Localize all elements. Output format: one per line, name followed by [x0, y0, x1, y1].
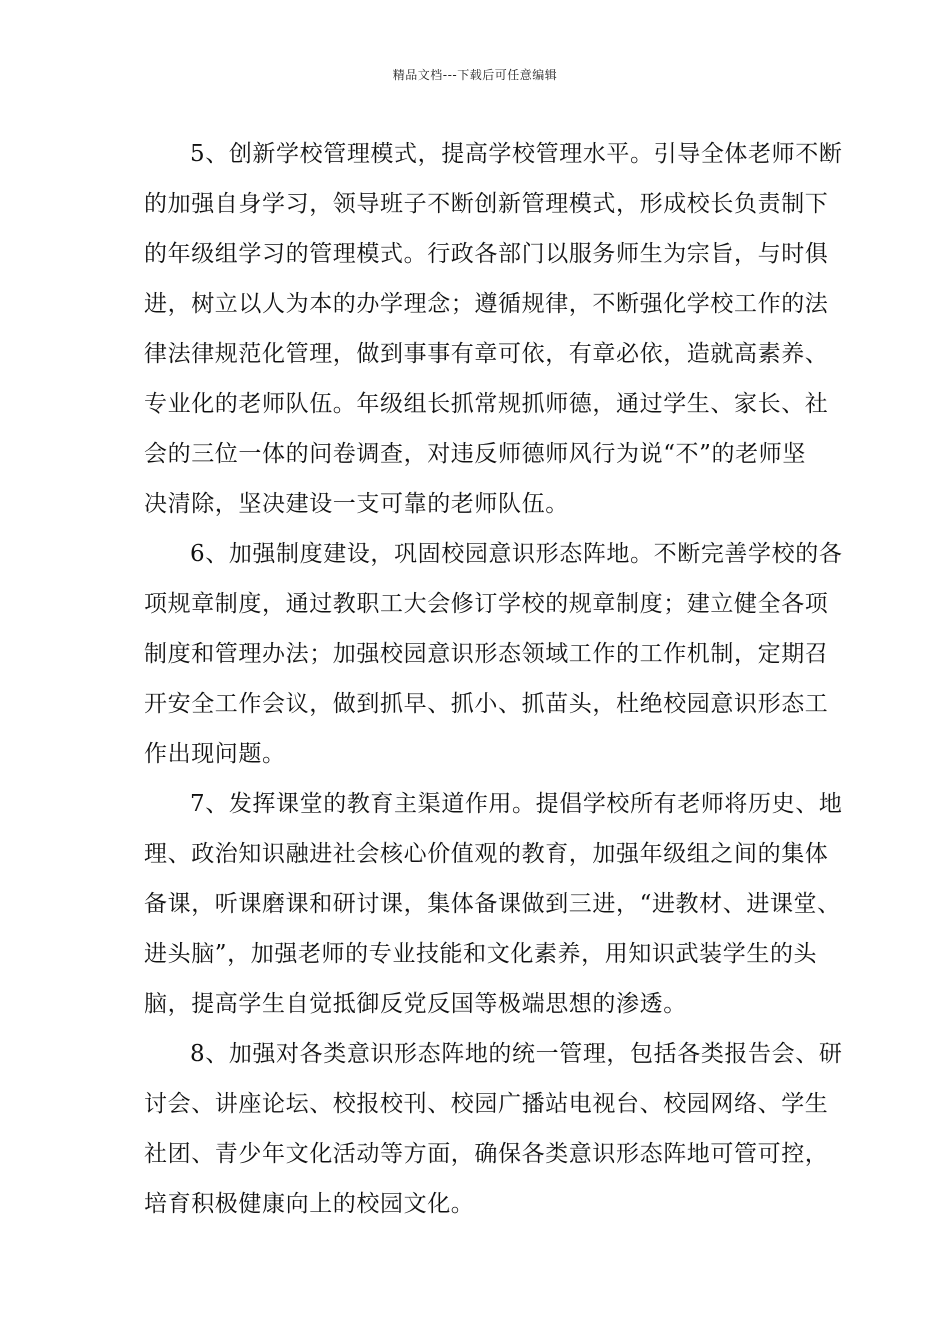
- paragraph-line: 备课，听课磨课和研讨课，集体备课做到三进，“进教材、进课堂、: [144, 891, 841, 917]
- paragraph-line: 进，树立以人为本的办学理念；遵循规律，不断强化学校工作的法: [144, 291, 829, 317]
- paragraph-line: 6、加强制度建设，巩固校园意识形态阵地。不断完善学校的各: [190, 541, 843, 567]
- paragraph-line: 会的三位一体的问卷调查，对违反师德师风行为说“不”的老师坚: [144, 441, 806, 467]
- page-header: 精品文档---下载后可任意编辑: [392, 68, 558, 82]
- paragraph-line: 理、政治知识融进社会核心价值观的教育，加强年级组之间的集体: [144, 841, 829, 867]
- paragraph-line: 进头脑”，加强老师的专业技能和文化素养，用知识武装学生的头: [144, 941, 818, 967]
- paragraph-item-7: [144, 779, 843, 1029]
- paragraph-line: 讨会、讲座论坛、校报校刊、校园广播站电视台、校园网络、学生: [144, 1091, 829, 1117]
- paragraph-line: 的加强自身学习，领导班子不断创新管理模式，形成校长负责制下: [144, 191, 829, 217]
- paragraph-line: 培育积极健康向上的校园文化。: [144, 1191, 475, 1217]
- paragraph-line: 项规章制度，通过教职工大会修订学校的规章制度；建立健全各项: [144, 591, 829, 617]
- paragraph-item-5: [144, 129, 843, 529]
- paragraph-line: 律法律规范化管理，做到事事有章可依，有章必依，造就高素养、: [144, 341, 829, 367]
- paragraph-line: 开安全工作会议，做到抓早、抓小、抓苗头，杜绝校园意识形态工: [144, 691, 829, 717]
- paragraph-line: 专业化的老师队伍。年级组长抓常规抓师德，通过学生、家长、社: [144, 391, 829, 417]
- paragraph-line: 的年级组学习的管理模式。行政各部门以服务师生为宗旨，与时俱: [144, 241, 829, 267]
- document-body: [144, 129, 843, 1229]
- paragraph-line: 脑，提高学生自觉抵御反党反国等极端思想的渗透。: [144, 991, 687, 1017]
- paragraph-line: 8、加强对各类意识形态阵地的统一管理，包括各类报告会、研: [190, 1041, 843, 1067]
- paragraph-line: 作出现问题。: [144, 741, 286, 767]
- paragraph-item-8: [144, 1029, 843, 1229]
- paragraph-line: 决清除，坚决建设一支可靠的老师队伍。: [144, 491, 569, 517]
- paragraph-line: 社团、青少年文化活动等方面，确保各类意识形态阵地可管可控，: [144, 1141, 829, 1167]
- paragraph-item-6: [144, 529, 843, 779]
- paragraph-line: 7、发挥课堂的教育主渠道作用。提倡学校所有老师将历史、地: [190, 791, 843, 817]
- paragraph-line: 制度和管理办法；加强校园意识形态领域工作的工作机制，定期召: [144, 641, 829, 667]
- paragraph-line: 5、创新学校管理模式，提高学校管理水平。引导全体老师不断: [190, 141, 843, 167]
